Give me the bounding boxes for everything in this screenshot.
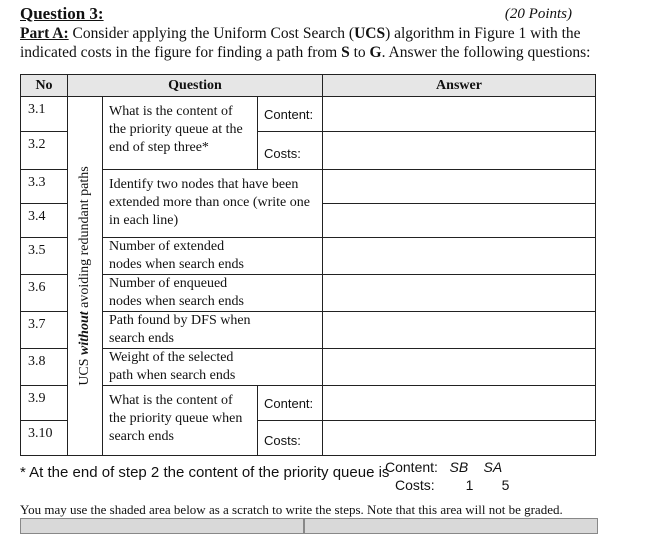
answer-cell[interactable] (323, 312, 596, 349)
question-weight: Weight of the selected path when search ends (103, 349, 323, 386)
footnote-text: * At the end of step 2 the content of the priority queue is (20, 464, 390, 481)
intro-text: Part A: Consider applying the Uniform Cost Search (UCS) algorithm in Figure 1 with the indicated costs in the figure for finding a path from S to G. Answer the following questions: (20, 25, 591, 61)
row-no: 3.6 (21, 275, 68, 312)
answer-cell[interactable] (323, 170, 596, 204)
answer-cell[interactable] (323, 275, 596, 312)
content-label: Content: (258, 97, 323, 132)
question-two-nodes: Identify two nodes that have been extended more than once (write one in each line) (103, 170, 323, 238)
vertical-label: UCS without avoiding redundant paths (77, 166, 92, 386)
questions-table (20, 74, 596, 456)
costs-label: Costs: (258, 421, 323, 456)
header-no: No (21, 75, 68, 97)
row-no: 3.9 (21, 386, 68, 421)
footnote-priority-queue: Content: SB SA Costs: 1 5 (385, 459, 510, 493)
row-no: 3.7 (21, 312, 68, 349)
row-no: 3.1 (21, 97, 68, 132)
answer-cell[interactable] (323, 132, 596, 170)
answer-cell[interactable] (323, 238, 596, 275)
row-no: 3.2 (21, 132, 68, 170)
question-pq-step3: What is the content of the priority queue at the end of step three* (103, 97, 258, 170)
content-label: Content: (258, 386, 323, 421)
row-no: 3.8 (21, 349, 68, 386)
header-answer: Answer (323, 75, 596, 97)
vertical-label-cell (68, 97, 103, 456)
answer-cell[interactable] (323, 204, 596, 238)
question-title: Question 3: (20, 4, 104, 23)
part-label: Part A: (20, 25, 69, 42)
question-enqueued: Number of enqueued nodes when search ends (103, 275, 323, 312)
row-no: 3.3 (21, 170, 68, 204)
answer-cell[interactable] (323, 421, 596, 456)
header-question: Question (68, 75, 323, 97)
question-pq-end: What is the content of the priority queue when search ends (103, 386, 258, 456)
scratch-note: You may use the shaded area below as a scratch to write the steps. Note that this area will not be graded. (20, 502, 563, 517)
row-no: 3.4 (21, 204, 68, 238)
row-no: 3.5 (21, 238, 68, 275)
answer-cell[interactable] (323, 97, 596, 132)
answer-cell[interactable] (323, 349, 596, 386)
scratch-area-right[interactable] (304, 518, 598, 534)
scratch-area-left[interactable] (20, 518, 304, 534)
question-dfs: Path found by DFS when search ends (103, 312, 323, 349)
question-extended: Number of extended nodes when search ends (103, 238, 323, 275)
points-label: (20 Points) (504, 6, 572, 22)
costs-label: Costs: (258, 132, 323, 170)
row-no: 3.10 (21, 421, 68, 456)
answer-cell[interactable] (323, 386, 596, 421)
